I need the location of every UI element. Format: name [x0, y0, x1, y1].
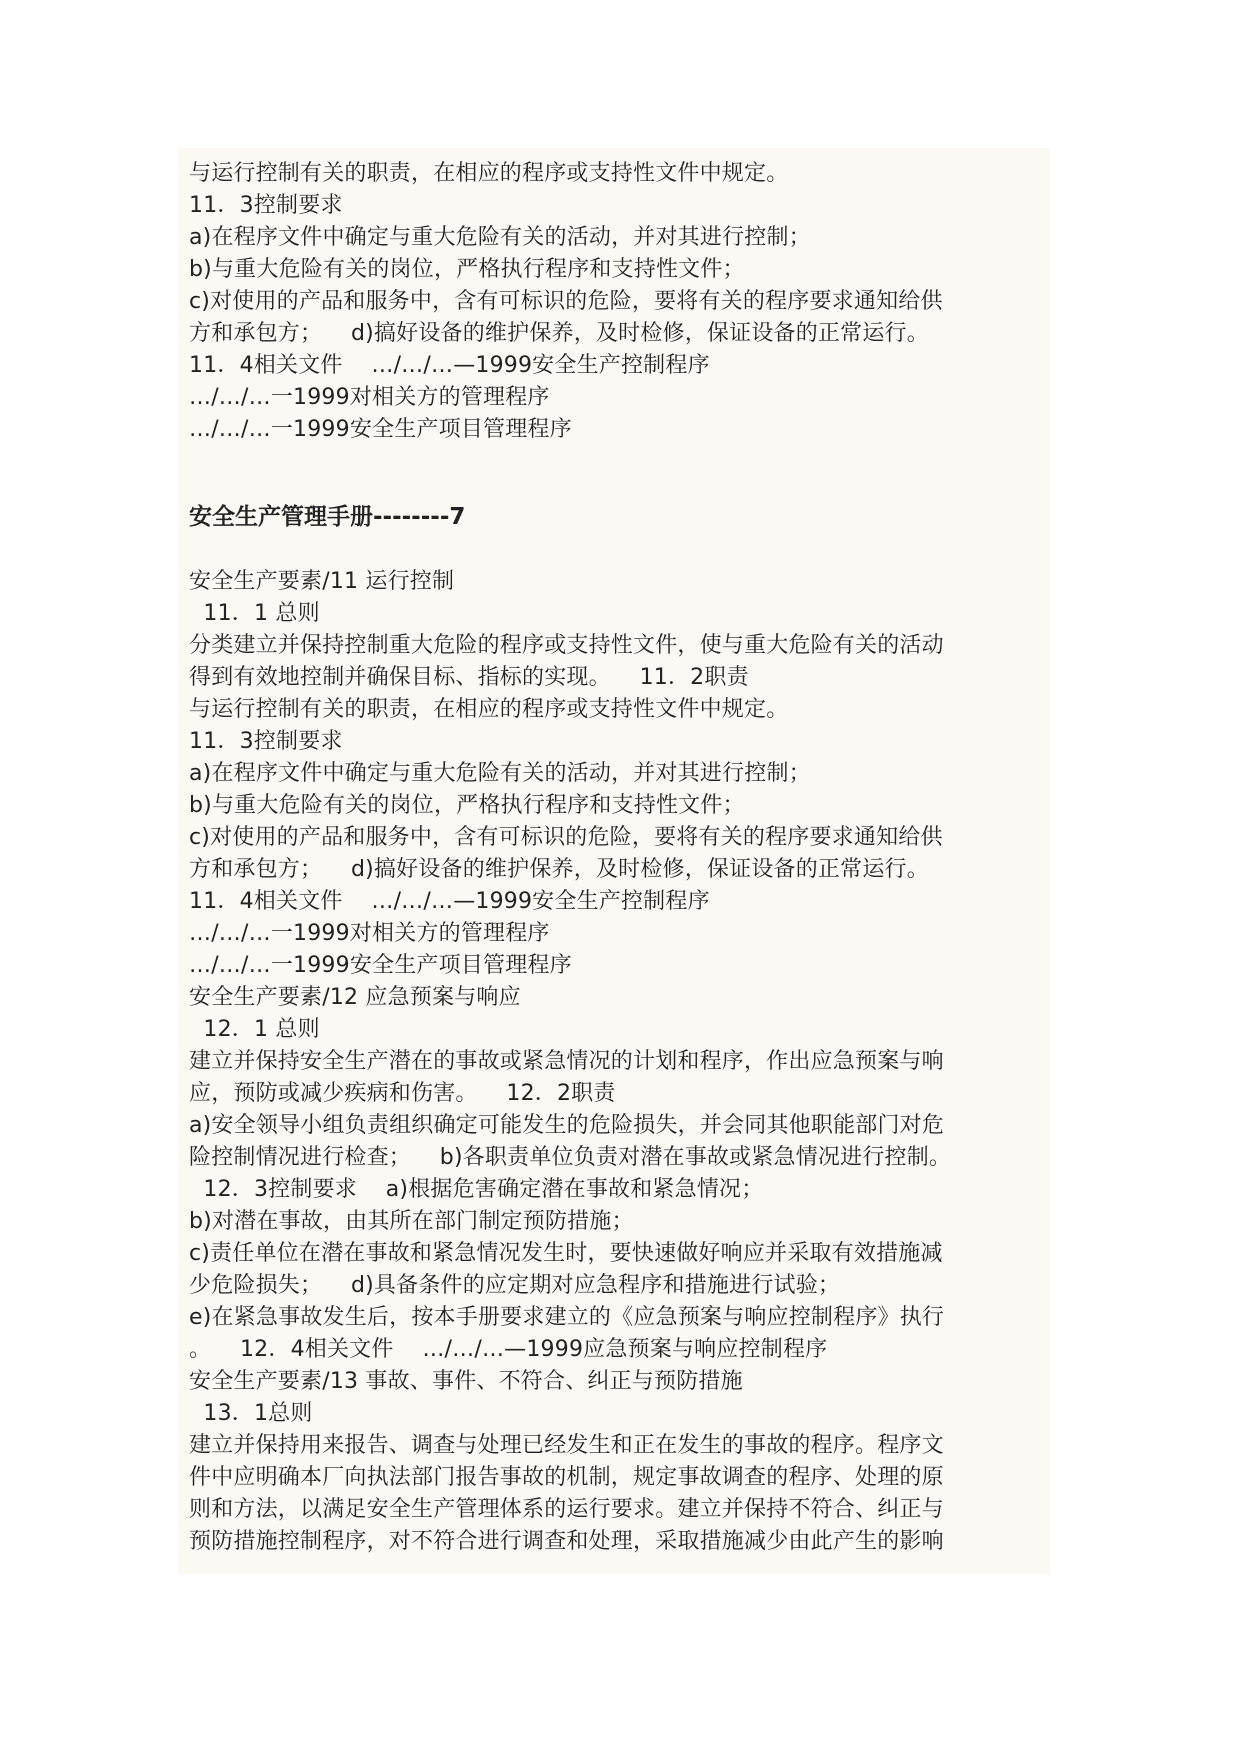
text-line: c)对使用的产品和服务中，含有可标识的危险，要将有关的程序要求通知给供: [189, 289, 943, 314]
text-line: b)与重大危险有关的岗位，严格执行程序和支持性文件；: [189, 257, 745, 282]
text-line: 。 12．4相关文件 …/…/…—1999应急预案与响应控制程序: [189, 1337, 828, 1362]
text-line: 与运行控制有关的职责，在相应的程序或支持性文件中规定。: [189, 161, 789, 186]
text-line: 则和方法，以满足安全生产管理体系的运行要求。建立并保持不符合、纠正与: [189, 1497, 944, 1522]
text-line: 安全生产要素/13 事故、事件、不符合、纠正与预防措施: [189, 1369, 743, 1394]
text-line: 13．1总则: [189, 1401, 313, 1426]
text-line: 建立并保持安全生产潜在的事故或紧急情况的计划和程序，作出应急预案与响: [189, 1049, 944, 1074]
text-line: 11．3控制要求: [189, 193, 343, 218]
text-line: 12．1 总则: [189, 1017, 320, 1042]
text-line: 件中应明确本厂向执法部门报告事故的机制，规定事故调查的程序、处理的原: [189, 1465, 944, 1490]
text-line: a)在程序文件中确定与重大危险有关的活动，并对其进行控制；: [189, 761, 811, 786]
text-line: 得到有效地控制并确保目标、指标的实现。 11．2职责: [189, 665, 749, 690]
text-line: 分类建立并保持控制重大危险的程序或支持性文件，使与重大危险有关的活动: [189, 633, 944, 658]
text-line: 11．4相关文件 …/…/…—1999安全生产控制程序: [189, 353, 710, 378]
text-line: 11．4相关文件 …/…/…—1999安全生产控制程序: [189, 889, 710, 914]
text-block-main: [189, 566, 1049, 1558]
text-line: a)安全领导小组负责组织确定可能发生的危险损失，并会同其他职能部门对危: [189, 1113, 945, 1138]
text-line: e)在紧急事故发生后，按本手册要求建立的《应急预案与响应控制程序》执行: [189, 1305, 945, 1330]
text-block-top: [189, 158, 1049, 446]
text-line: 预防措施控制程序，对不符合进行调查和处理，采取措施减少由此产生的影响: [189, 1529, 944, 1554]
section-heading: [189, 501, 1049, 533]
text-line: 12．3控制要求 a)根据危害确定潜在事故和紧急情况；: [189, 1177, 764, 1202]
text-line: a)在程序文件中确定与重大危险有关的活动，并对其进行控制；: [189, 225, 811, 250]
text-line: 方和承包方； d)搞好设备的维护保养，及时检修，保证设备的正常运行。: [189, 857, 929, 882]
text-line: c)责任单位在潜在事故和紧急情况发生时，要快速做好响应并采取有效措施减: [189, 1241, 943, 1266]
text-line: 应，预防或减少疾病和伤害。 12．2职责: [189, 1081, 616, 1106]
text-line: 安全生产要素/11 运行控制: [189, 569, 455, 594]
text-line: 11．1 总则: [189, 601, 320, 626]
text-line: c)对使用的产品和服务中，含有可标识的危险，要将有关的程序要求通知给供: [189, 825, 943, 850]
text-line: 安全生产要素/12 应急预案与响应: [189, 985, 521, 1010]
text-line: …/…/…一1999安全生产项目管理程序: [189, 953, 572, 978]
section-title: 安全生产管理手册--------7: [189, 504, 466, 530]
text-line: …/…/…一1999对相关方的管理程序: [189, 385, 550, 410]
text-line: 建立并保持用来报告、调查与处理已经发生和正在发生的事故的程序。程序文: [189, 1433, 944, 1458]
text-line: 方和承包方； d)搞好设备的维护保养，及时检修，保证设备的正常运行。: [189, 321, 929, 346]
text-line: b)对潜在事故，由其所在部门制定预防措施；: [189, 1209, 634, 1234]
text-line: 11．3控制要求: [189, 729, 343, 754]
text-line: …/…/…一1999对相关方的管理程序: [189, 921, 550, 946]
text-line: 与运行控制有关的职责，在相应的程序或支持性文件中规定。: [189, 697, 789, 722]
text-line: …/…/…一1999安全生产项目管理程序: [189, 417, 572, 442]
text-line: 险控制情况进行检查； b)各职责单位负责对潜在事故或紧急情况进行控制。: [189, 1145, 952, 1170]
text-line: b)与重大危险有关的岗位，严格执行程序和支持性文件；: [189, 793, 745, 818]
text-line: 少危险损失； d)具备条件的应定期对应急程序和措施进行试验；: [189, 1273, 841, 1298]
